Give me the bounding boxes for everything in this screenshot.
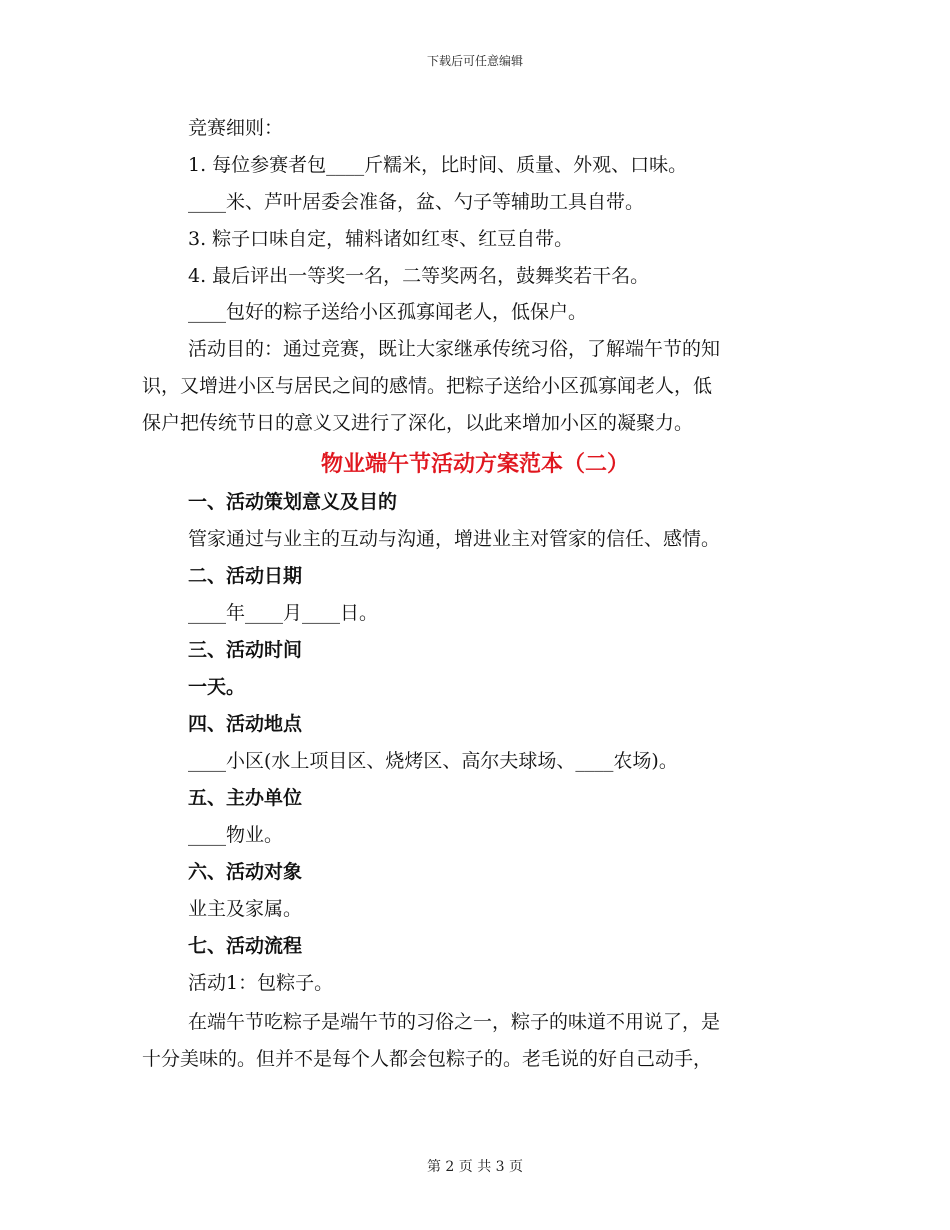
paragraph-line: 活动目的：通过竞赛，既让大家继承传统习俗，了解端午节的知: [188, 338, 721, 360]
paragraph-line: ____米、芦叶居委会准备，盆、勺子等辅助工具自带。: [188, 191, 645, 213]
paragraph-line: 1. 每位参赛者包____斤糯米，比时间、质量、外观、口味。: [188, 154, 688, 176]
section-body: ____小区(水上项目区、烧烤区、高尔夫球场、____农场)。: [188, 750, 678, 772]
section-body: 活动1：包粽子。: [188, 972, 334, 994]
section-heading: 四、活动地点: [188, 713, 303, 735]
section-heading: 三、活动时间: [188, 639, 303, 661]
section-body: 一天。: [188, 676, 246, 698]
section-body: 管家通过与业主的互动与沟通，增进业主对管家的信任、感情。: [188, 528, 721, 550]
paragraph-line: ____包好的粽子送给小区孤寡闻老人，低保户。: [188, 301, 588, 323]
page-footer: 第 2 页 共 3 页: [426, 1159, 524, 1175]
section-heading: 二、活动日期: [188, 565, 303, 587]
paragraph-line: 4. 最后评出一等奖一名，二等奖两名，鼓舞奖若干名。: [188, 265, 650, 287]
page-header: 下载后可任意编辑: [426, 54, 523, 68]
section-body: ____物业。: [188, 824, 284, 846]
section-heading: 六、活动对象: [188, 861, 303, 883]
section-heading: 五、主办单位: [188, 787, 303, 809]
section-heading: 七、活动流程: [188, 935, 303, 957]
paragraph-line: 在端午节吃粽子是端午节的习俗之一，粽子的味道不用说了，是: [188, 1011, 721, 1033]
section-heading: 一、活动策划意义及目的: [188, 491, 398, 513]
section-title: 物业端午节活动方案范本（二）: [320, 452, 629, 477]
paragraph-line: 保户把传统节日的意义又进行了深化，以此来增加小区的凝聚力。: [142, 412, 694, 434]
paragraph-line: 3. 粽子口味自定，辅料诸如红枣、红豆自带。: [188, 228, 574, 250]
paragraph-line: 十分美味的。但并不是每个人都会包粽子的。老毛说的好自己动手，: [142, 1048, 713, 1070]
section-body: ____年____月____日。: [188, 602, 379, 624]
section-body: 业主及家属。: [188, 898, 303, 920]
paragraph-line: 竞赛细则：: [188, 117, 284, 139]
paragraph-line: 识，又增进小区与居民之间的感情。把粽子送给小区孤寡闻老人，低: [142, 375, 713, 397]
